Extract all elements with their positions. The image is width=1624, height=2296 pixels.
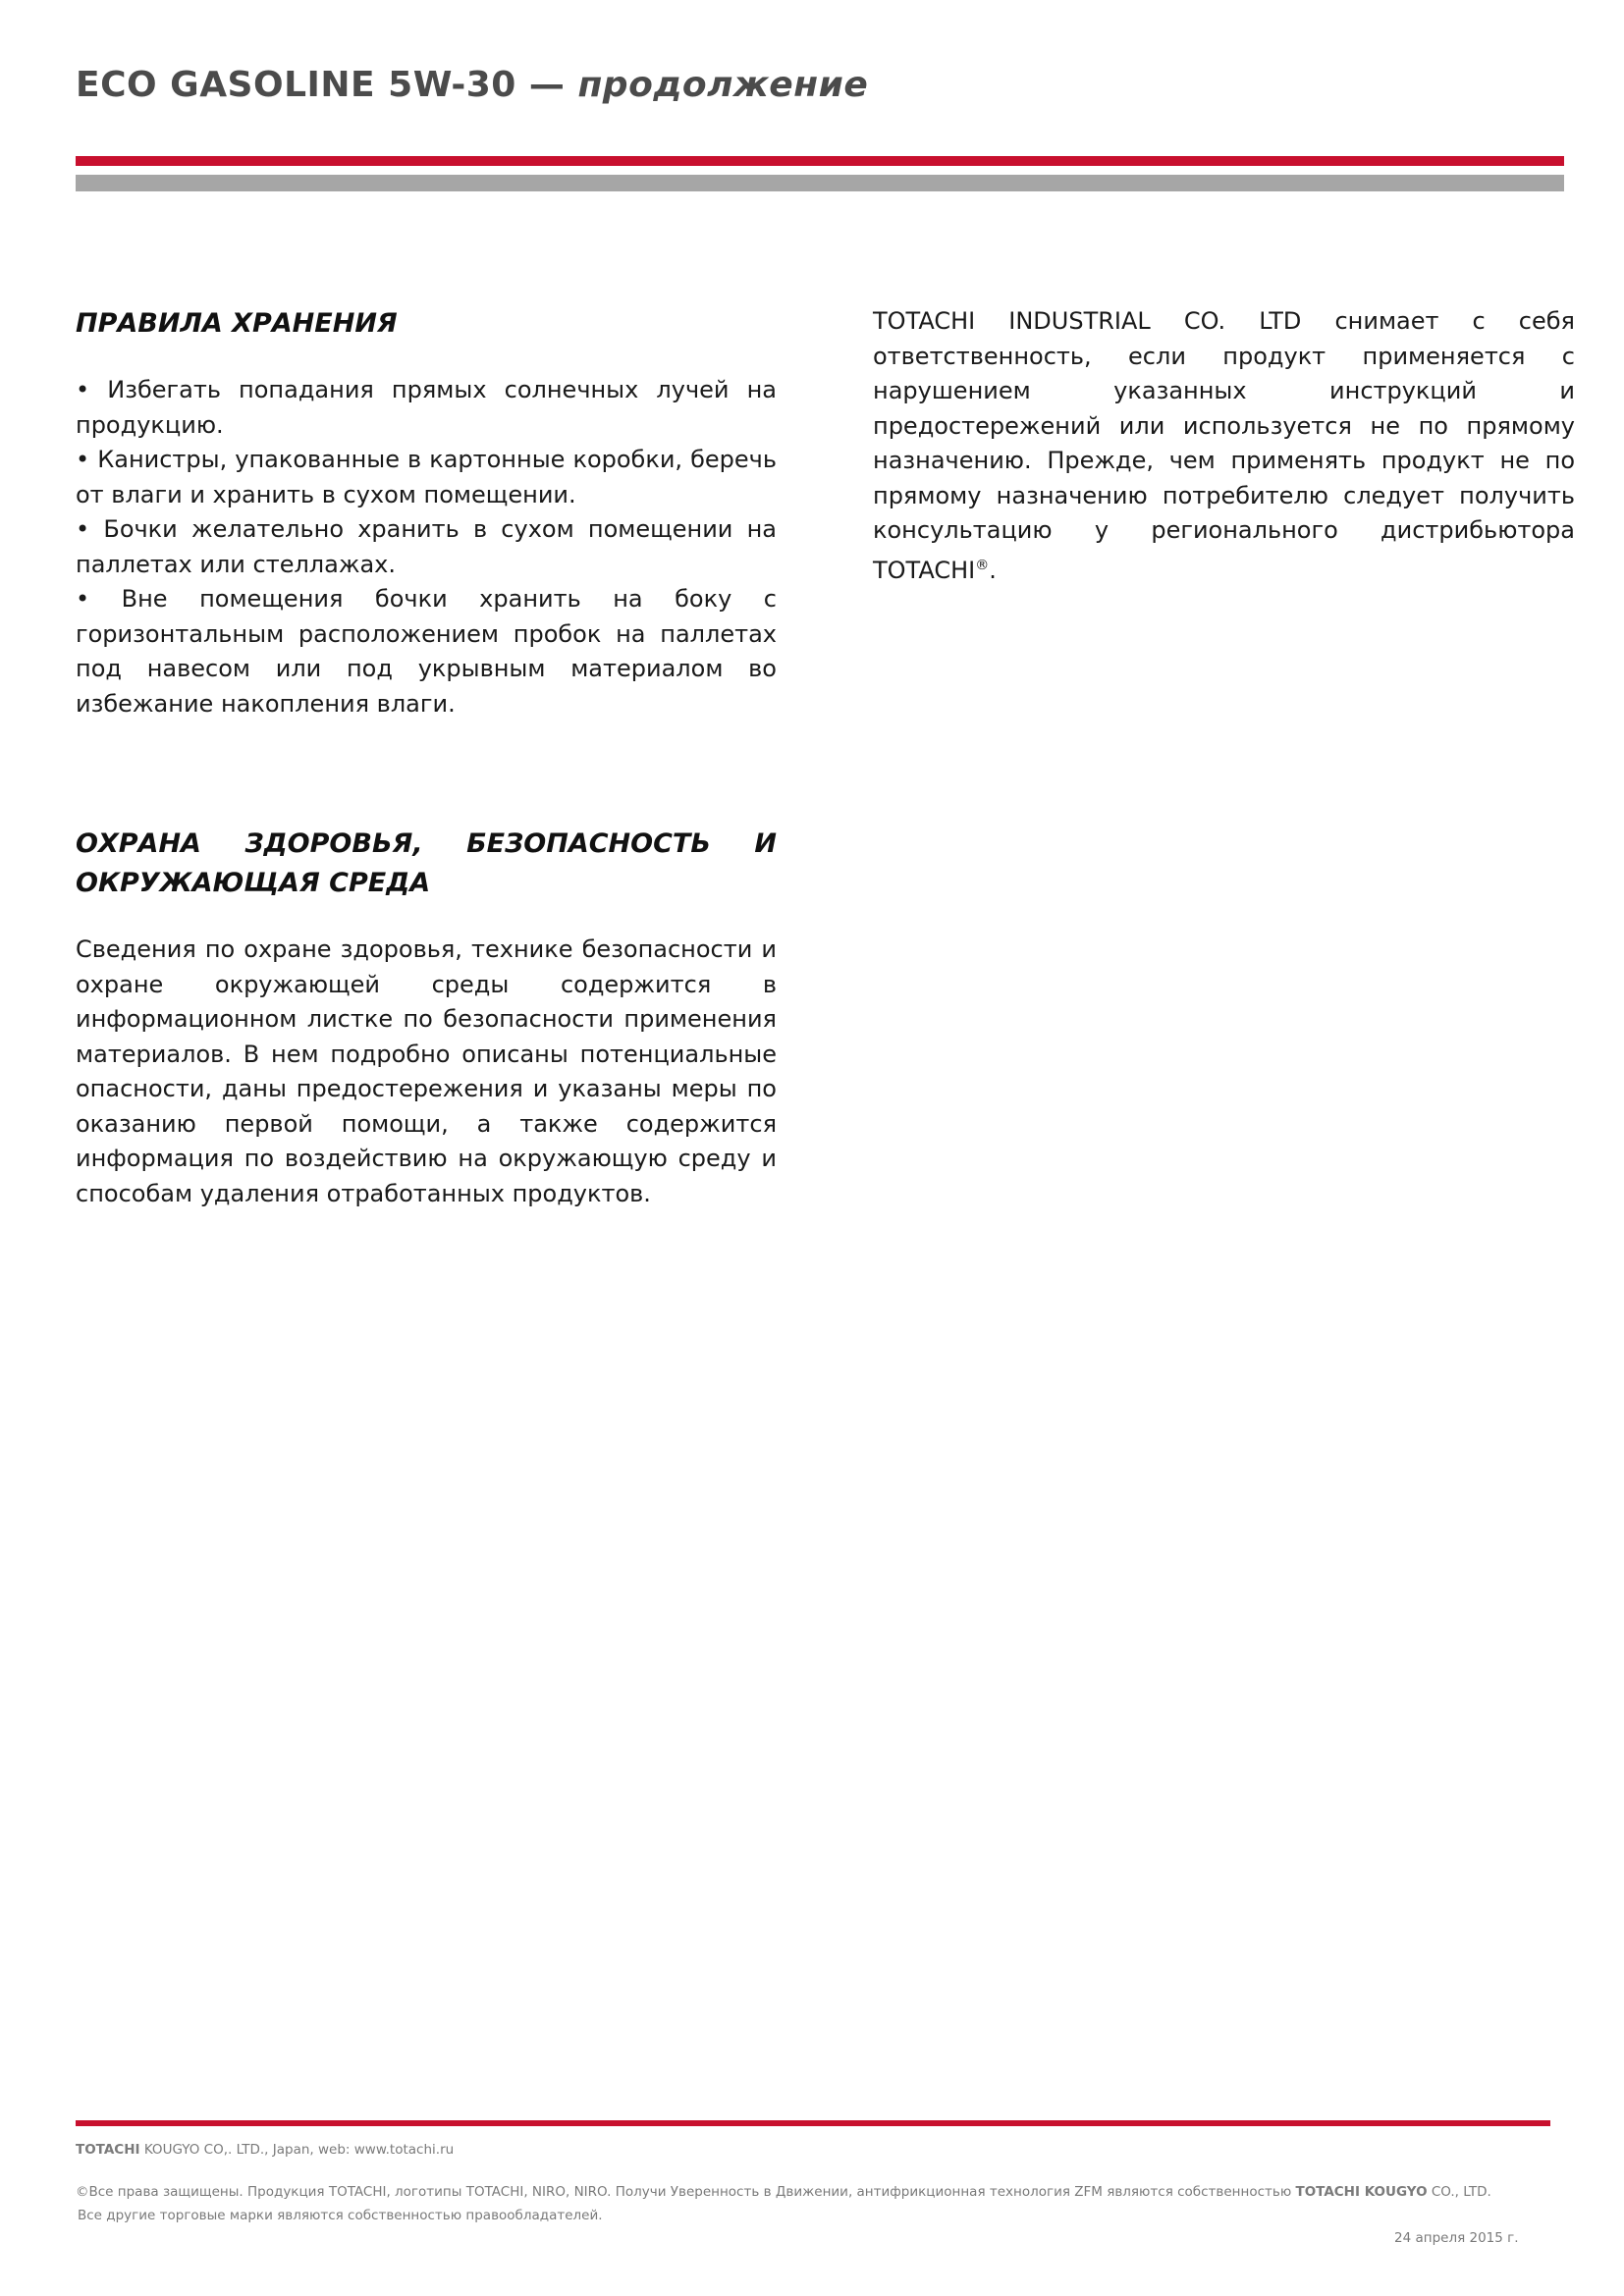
footer-red-rule <box>76 2120 1550 2126</box>
footer-date: 24 апреля 2015 г. <box>1394 2230 1519 2246</box>
page-subtitle: продолжение <box>577 65 869 105</box>
health-heading: ОХРАНА ЗДОРОВЬЯ, БЕЗОПАСНОСТЬ И ОКРУЖАЮЩАЯ СРЕДА <box>76 828 777 898</box>
page-title <box>76 65 868 105</box>
footer-copyright-end: CO., LTD. <box>1427 2184 1491 2200</box>
disclaimer-paragraph <box>873 304 1575 588</box>
footer-company-text: KOUGYO CO,. LTD., Japan, web: www.totachi.ru <box>139 2142 455 2158</box>
disclaimer-brand: TOTACHI <box>873 556 976 584</box>
product-name: ECO GASOLINE 5W-30 — <box>76 65 566 105</box>
storage-bullet-3: • Бочки желательно хранить в сухом помещении на паллетах или стеллажах. <box>76 515 777 578</box>
disclaimer-text: снимает с себя ответственность, если продукт применяется с нарушением указанных инструкций и предостережений или используется не по прямому назначению. Прежде, чем применять продукт не по прямому назначению потребителю следует получить консультацию у регионального дистрибьютора <box>873 307 1575 544</box>
left-column <box>76 304 777 1211</box>
disclaimer-company: TOTACHI INDUSTRIAL CO. LTD <box>873 307 1302 335</box>
footer-trademarks-line: Все другие торговые марки являются собственностью правообладателей. <box>78 2208 603 2223</box>
footer-copyright-text: ©Все права защищены. Продукция TOTACHI, логотипы TOTACHI, NIRO, NIRO. Получи Уверенность в Движении, антифрикционная технология ZFM являются собственностью <box>76 2184 1296 2200</box>
footer-company-line <box>76 2142 454 2158</box>
disclaimer-end: . <box>989 556 997 584</box>
storage-bullet-1: • Избегать попадания прямых солнечных лучей на продукцию. <box>76 376 777 439</box>
right-column <box>873 304 1575 588</box>
registered-mark: ® <box>975 557 990 573</box>
storage-bullet-2: • Канистры, упакованные в картонные коробки, беречь от влаги и хранить в сухом помещении. <box>76 446 777 508</box>
header-gray-rule <box>76 175 1564 191</box>
storage-heading: ПРАВИЛА ХРАНЕНИЯ <box>76 308 398 339</box>
storage-bullet-4: • Вне помещения бочки хранить на боку с горизонтальным расположением пробок на паллетах под навесом или под укрывным материалом во избежание накопления влаги. <box>76 585 777 718</box>
header-red-rule <box>76 156 1564 166</box>
storage-list <box>76 373 777 721</box>
footer-copyright-line <box>76 2184 1491 2200</box>
health-paragraph: Сведения по охране здоровья, технике безопасности и охране окружающей среды содержится в информационном листке по безопасности применения материалов. В нем подробно описаны потенциальные опасности, даны предостережения и указаны меры по оказанию первой помощи, а также содержится информация по воздействию на окружающую среду и способам удаления отработанных продуктов. <box>76 935 777 1207</box>
footer-company-brand: TOTACHI <box>76 2142 140 2158</box>
footer-copyright-brand: TOTACHI KOUGYO <box>1295 2184 1428 2200</box>
